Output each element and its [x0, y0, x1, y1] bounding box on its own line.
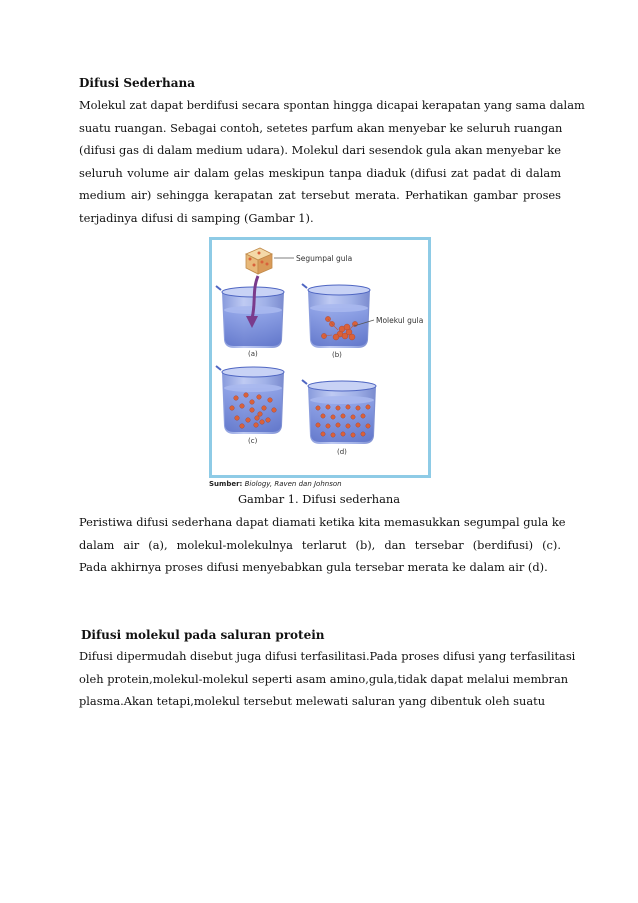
section-heading-difusi-protein: Difusi molekul pada saluran protein: [81, 628, 325, 642]
beaker-b: [302, 284, 370, 348]
panel-label-d: (d): [337, 448, 347, 456]
text-line: plasma.Akan tetapi,molekul tersebut melewati saluran yang dibentuk oleh suatu: [79, 694, 546, 708]
label-sugar-lump: Segumpal gula: [296, 254, 353, 263]
label-sugar-molecule: Molekul gula: [376, 316, 424, 325]
text-line: oleh protein,molekul-molekul seperti asam amino,gula,tidak dapat melalui membran: [79, 671, 569, 686]
text-line: dalam air (a), molekul-molekulnya terlarut (b), dan tersebar (berdifusi) (c).: [79, 537, 561, 552]
beaker-d: [302, 380, 376, 444]
panel-label-a: (a): [248, 350, 258, 358]
diffusion-illustration: [212, 240, 428, 475]
section-heading-difusi-sederhana: Difusi Sederhana: [79, 76, 195, 90]
paragraph-facilitated: [79, 645, 576, 713]
figure-caption: Gambar 1. Difusi sederhana: [237, 492, 401, 506]
paragraph-intro: [79, 94, 585, 229]
diffusion-figure: [209, 237, 431, 478]
text-line: medium air) sehingga kerapatan zat tersebut merata. Perhatikan gambar proses: [79, 188, 561, 202]
text-line: Molekul zat dapat berdifusi secara spontan hingga dicapai kerapatan yang sama dalam: [79, 98, 585, 112]
source-text: Biology, Raven dan Johnson: [244, 480, 342, 488]
text-line: (difusi gas di dalam medium udara). Molekul dari sesendok gula akan menyebar ke: [79, 143, 562, 157]
panel-label-b: (b): [332, 351, 342, 359]
text-line: Difusi dipermudah disebut juga difusi terfasilitasi.Pada proses difusi yang terfasilitasi: [79, 649, 576, 663]
text-line: seluruh volume air dalam gelas meskipun tanpa diaduk (difusi zat padat di dalam: [79, 165, 561, 180]
text-line: terjadinya difusi di samping (Gambar 1).: [79, 210, 314, 225]
text-line: suatu ruangan. Sebagai contoh, setetes parfum akan menyebar ke seluruh ruangan: [79, 120, 563, 135]
paragraph-explanation: [79, 511, 566, 579]
text-line: Peristiwa difusi sederhana dapat diamati ketika kita memasukkan segumpal gula ke: [79, 515, 566, 529]
source-label: Sumber:: [209, 480, 243, 488]
panel-label-c: (c): [248, 437, 258, 445]
text-line: Pada akhirnya proses difusi menyebabkan gula tersebar merata ke dalam air (d).: [79, 560, 548, 574]
sugar-cube: [246, 248, 272, 274]
figure-source: [209, 480, 342, 488]
beaker-c: [216, 366, 284, 434]
